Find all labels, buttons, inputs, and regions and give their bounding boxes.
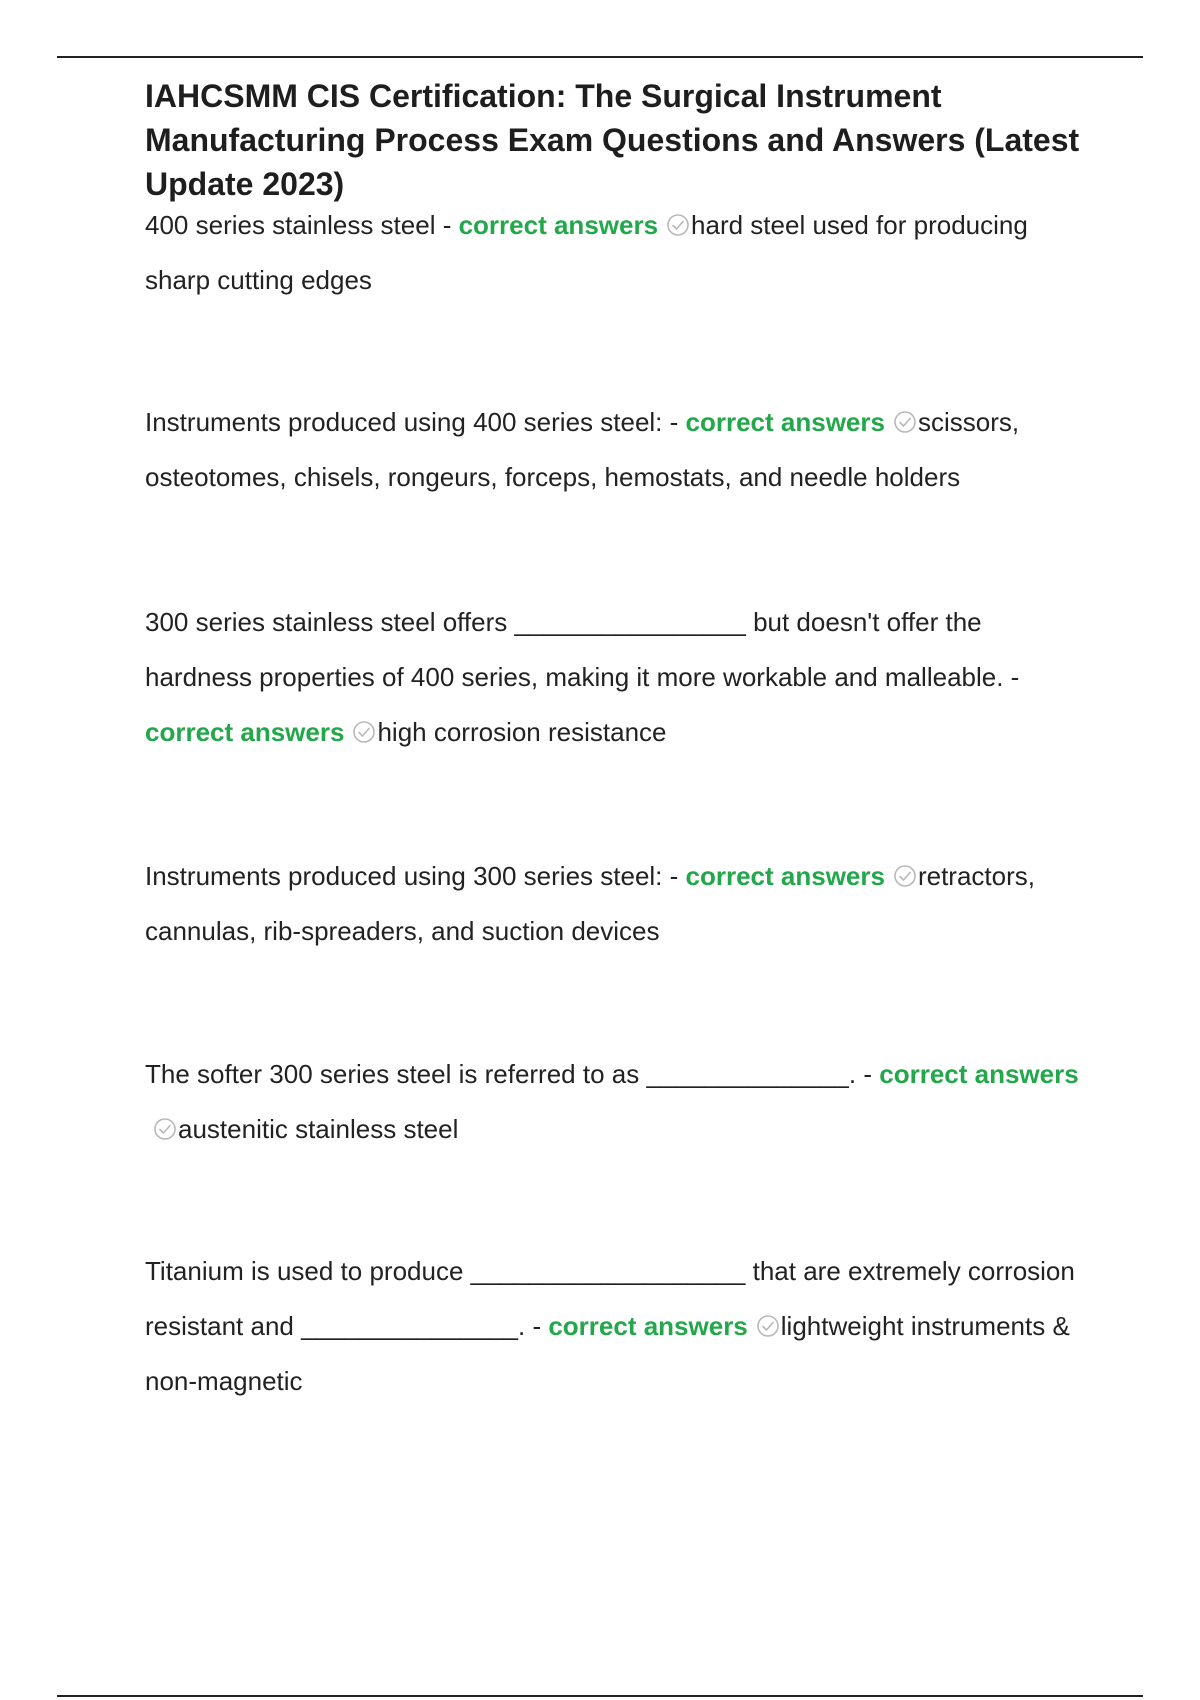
answer-text: lightweight instruments & non-magnetic (145, 1311, 1070, 1396)
qa-item (145, 849, 1095, 959)
answer-text: austenitic stainless steel (178, 1114, 459, 1144)
question-text: 400 series stainless steel (145, 210, 436, 240)
check-circle-icon (352, 720, 376, 744)
question-text: Instruments produced using 400 series steel: (145, 407, 663, 437)
question-text: 300 series stainless steel offers ________________ but doesn't offer the hardness properties of 400 series, making it more workable and malleable. (145, 607, 1004, 692)
separator: - (435, 210, 459, 240)
separator: - (1003, 662, 1020, 692)
check-circle-icon (893, 864, 917, 888)
answer-label: correct answers (685, 407, 885, 437)
separator: - (525, 1311, 549, 1341)
qa-item (145, 1244, 1095, 1409)
qa-item (145, 395, 1095, 505)
answer-text: high corrosion resistance (377, 717, 667, 747)
check-circle-icon (756, 1314, 780, 1338)
qa-item (145, 595, 1095, 760)
qa-item (145, 198, 1095, 308)
answer-label: correct answers (548, 1311, 748, 1341)
answer-text: scissors, osteotomes, chisels, rongeurs, forceps, hemostats, and needle holders (145, 407, 1020, 492)
answer-label: correct answers (458, 210, 659, 240)
answer-label: correct answers (879, 1059, 1079, 1089)
question-text: Instruments produced using 300 series steel: (145, 861, 663, 891)
answer-text: hard steel used for producing sharp cutting edges (145, 210, 1028, 295)
answer-label: correct answers (685, 861, 885, 891)
separator: - (662, 861, 686, 891)
separator: - (662, 407, 686, 437)
separator: - (856, 1059, 880, 1089)
qa-item (145, 1047, 1095, 1157)
question-text: Titanium is used to produce ___________________ that are extremely corrosion resistant and _______________. (145, 1256, 1075, 1341)
check-circle-icon (153, 1117, 177, 1141)
answer-text: retractors, cannulas, rib-spreaders, and suction devices (145, 861, 1035, 946)
page-title: IAHCSMM CIS Certification: The Surgical Instrument Manufacturing Process Exam Questions and Answers (Latest Update 2023) (145, 78, 1080, 202)
answer-label: correct answers (145, 717, 345, 747)
bottom-rule (57, 1695, 1143, 1697)
check-circle-icon (893, 410, 917, 434)
question-text: The softer 300 series steel is referred to as ______________. (145, 1059, 857, 1089)
top-rule (57, 56, 1143, 58)
check-circle-icon (666, 213, 690, 237)
